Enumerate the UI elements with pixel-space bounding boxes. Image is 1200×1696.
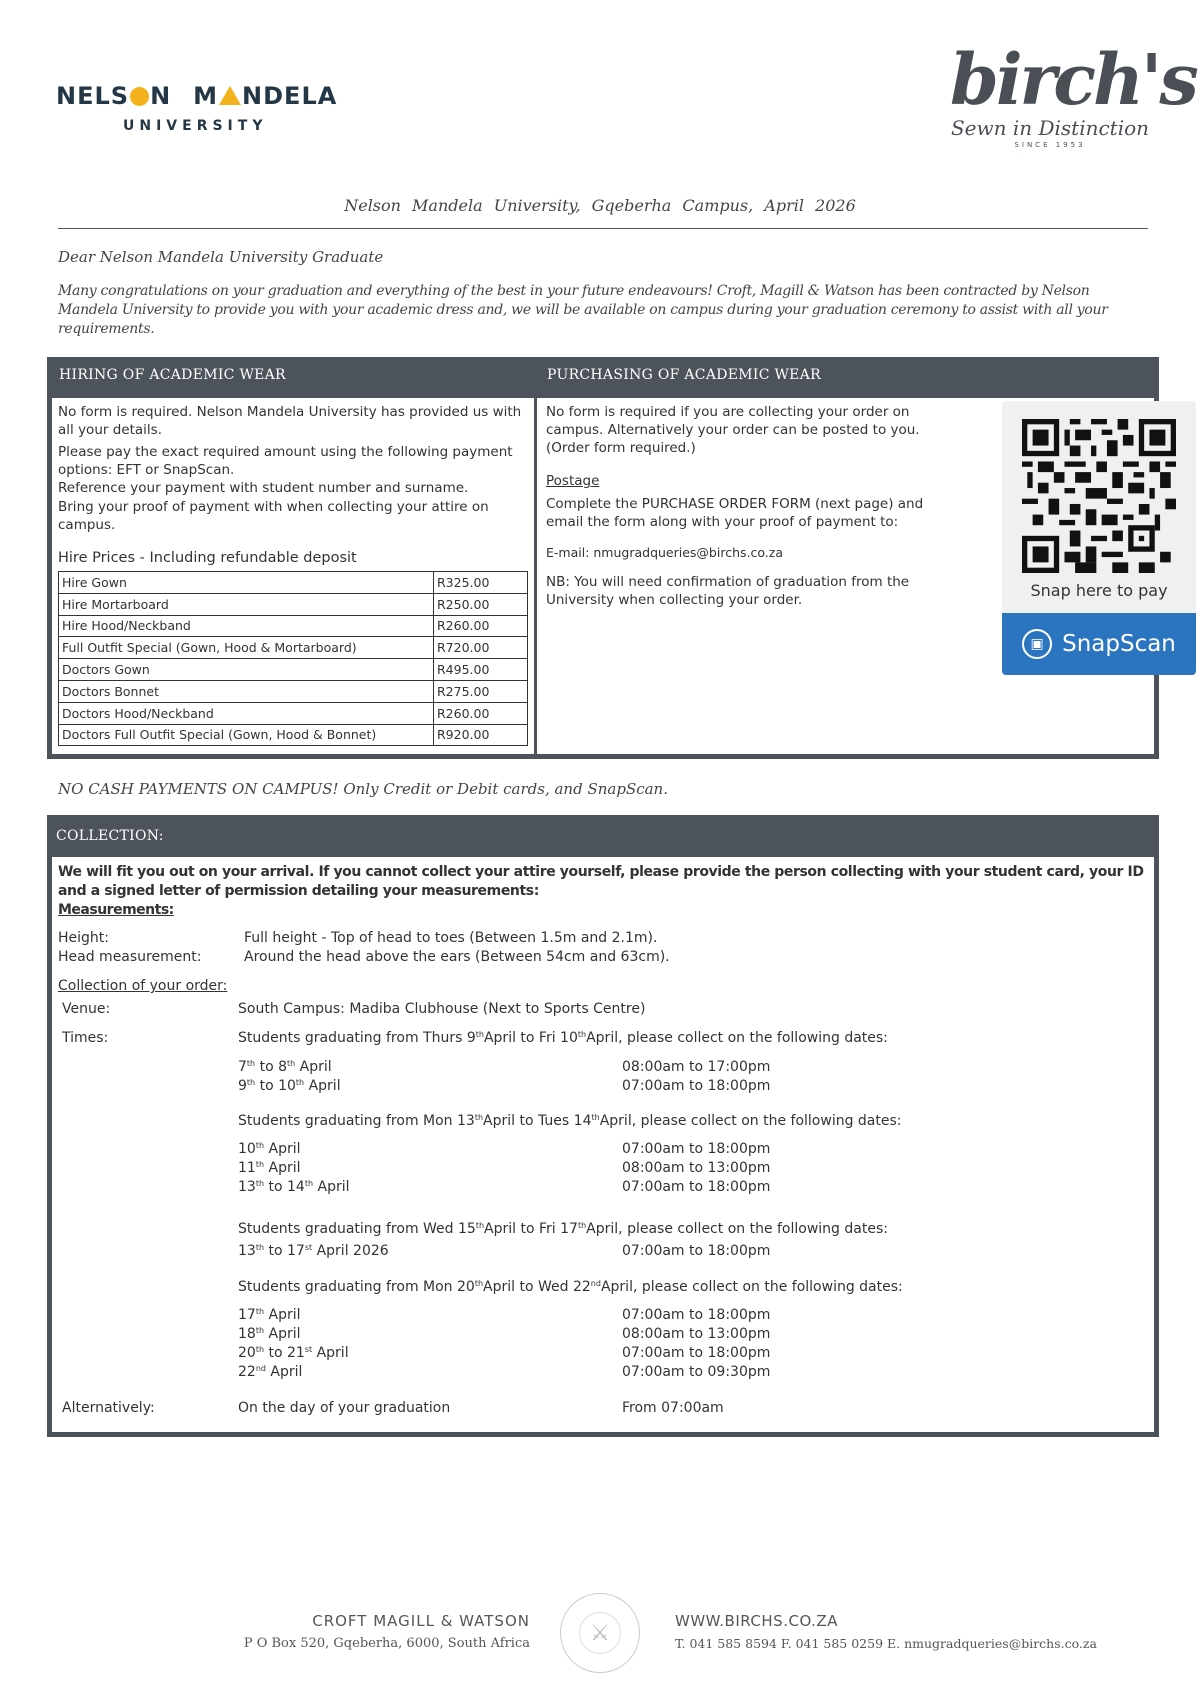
table-row — [59, 637, 528, 659]
hire-paragraph: Reference your payment with student number and surname. — [58, 480, 469, 496]
group-text: April, please collect on the following dates: — [586, 1030, 888, 1046]
snapscan-label: SnapScan — [1062, 631, 1176, 657]
price-item: Doctors Hood/Neckband — [59, 702, 434, 724]
price-item: Doctors Bonnet — [59, 680, 434, 702]
nmu-logo-text-part: NDELA — [242, 82, 338, 110]
date-text: April — [264, 1326, 301, 1342]
collection-date — [238, 1159, 301, 1178]
height-label: Height: — [58, 930, 109, 946]
birchs-logo-tagline: Sewn in Distinction — [950, 116, 1150, 140]
times-label: Times: — [62, 1030, 109, 1046]
date-text: April — [264, 1307, 301, 1323]
date-text: April — [264, 1141, 301, 1157]
price-value: R325.00 — [434, 572, 528, 594]
ordinal-suffix: th — [475, 1030, 484, 1039]
group-text: Students graduating from Wed 15 — [238, 1221, 476, 1237]
footer-address: P O Box 520, Gqeberha, 6000, South Africa — [243, 1636, 530, 1651]
nmu-logo-dot-icon — [130, 87, 149, 106]
table-row — [59, 680, 528, 702]
head-value: Around the head above the ears (Between 54cm and 63cm). — [244, 949, 670, 965]
collection-time: 07:00am to 18:00pm — [622, 1345, 771, 1361]
hire-paragraph: Bring your proof of payment with when collecting your attire on campus. — [58, 499, 489, 533]
ordinal-suffix: th — [591, 1113, 600, 1122]
date-text: 11 — [238, 1160, 256, 1176]
ordinal-suffix: th — [474, 1279, 484, 1288]
group-text: April, please collect on the following dates: — [599, 1113, 902, 1129]
price-item: Hire Hood/Neckband — [59, 615, 434, 637]
nmu-logo-wordmark — [56, 82, 356, 110]
group-text: April to Wed 22 — [483, 1279, 591, 1295]
no-cash-notice: NO CASH PAYMENTS ON CAMPUS! Only Credit or Debit cards, and SnapScan. — [58, 780, 668, 798]
ordinal-suffix: th — [295, 1078, 305, 1087]
company-seal-icon — [560, 1593, 640, 1673]
hire-paragraph: Please pay the exact required amount using the following payment options: EFT or SnapScan. — [58, 444, 513, 478]
collection-time: 07:00am to 18:00pm — [622, 1179, 771, 1195]
ordinal-suffix: th — [255, 1160, 265, 1169]
table-row — [59, 724, 528, 746]
fitting-note: We will fit you out on your arrival. If you cannot collect your attire yourself, please provide the person collecting with your student card, your ID and a signed letter of permission detailing your measurements: — [58, 864, 1144, 899]
ordinal-suffix: th — [255, 1179, 265, 1188]
footer-company-block — [240, 1612, 530, 1651]
table-row — [59, 593, 528, 615]
collection-title: COLLECTION: — [56, 828, 164, 844]
snapscan-button[interactable] — [1002, 613, 1196, 675]
collection-panel — [52, 857, 1154, 1432]
graduation-group-heading — [238, 1029, 888, 1048]
ordinal-suffix: th — [255, 1307, 265, 1316]
hire-paragraph: No form is required. Nelson Mandela University has provided us with all your details. — [58, 404, 522, 438]
salutation: Dear Nelson Mandela University Graduate — [58, 248, 384, 266]
date-text: April 2026 — [312, 1243, 389, 1259]
measurements-heading: Measurements: — [58, 902, 174, 918]
collection-time: 07:00am to 18:00pm — [622, 1307, 771, 1323]
birchs-logo-since: SINCE 1953 — [1014, 141, 1086, 149]
table-row — [59, 702, 528, 724]
price-item: Full Outfit Special (Gown, Hood & Mortarboard) — [59, 637, 434, 659]
ordinal-suffix: th — [255, 1141, 265, 1150]
price-value: R920.00 — [434, 724, 528, 746]
group-text: April to Tues 14 — [483, 1113, 592, 1129]
date-text: April — [295, 1059, 332, 1075]
collection-date — [238, 1077, 341, 1096]
group-text: April, please collect on the following dates: — [600, 1279, 903, 1295]
graduation-group-heading — [238, 1112, 902, 1131]
date-text: April — [265, 1364, 303, 1380]
price-value: R275.00 — [434, 680, 528, 702]
academic-wear-section — [47, 357, 1176, 759]
collection-date — [238, 1242, 389, 1261]
ordinal-suffix: st — [304, 1345, 313, 1354]
collection-date — [238, 1306, 301, 1325]
collection-date — [238, 1058, 332, 1077]
collection-date — [238, 1140, 301, 1159]
footer-contact-details: T. 041 585 8594 F. 041 585 0259 E. nmugradqueries@birchs.co.za — [675, 1636, 1097, 1651]
date-text: to 21 — [264, 1345, 305, 1361]
graduation-group-heading — [238, 1220, 888, 1239]
hire-panel — [52, 398, 534, 754]
venue-value: South Campus: Madiba Clubhouse (Next to Sports Centre) — [238, 1001, 646, 1017]
head-label: Head measurement: — [58, 949, 202, 965]
date-text: 7 — [238, 1059, 247, 1075]
birchs-logo-name: birch's — [950, 38, 1196, 121]
footer-website-link[interactable]: WWW.BIRCHS.CO.ZA — [675, 1612, 838, 1630]
ordinal-suffix: th — [577, 1221, 587, 1230]
date-text: April — [312, 1345, 349, 1361]
date-text: 13 — [238, 1243, 256, 1259]
ordinal-suffix: th — [474, 1113, 484, 1122]
nmu-logo-text-part: M — [193, 82, 219, 110]
alternatively-time: From 07:00am — [622, 1400, 724, 1416]
date-text: 17 — [238, 1307, 256, 1323]
price-item: Hire Mortarboard — [59, 593, 434, 615]
collection-time: 07:00am to 18:00pm — [622, 1243, 771, 1259]
intro-paragraph: Many congratulations on your graduation and everything of the best in your future endeavours! Croft, Magill & Watson has been contracted by Nelson Mandela University to provide you with your academic dress and, we will be available on campus during your graduation ceremony to assist with all your requirements. — [58, 283, 1108, 337]
footer-company-name: CROFT MAGILL & WATSON — [312, 1612, 530, 1630]
date-text: April — [304, 1078, 341, 1094]
collection-time: 08:00am to 13:00pm — [622, 1326, 771, 1342]
collection-time: 07:00am to 18:00pm — [622, 1078, 771, 1094]
header-divider — [58, 228, 1148, 229]
nmu-logo-university: UNIVERSITY — [123, 118, 268, 134]
ordinal-suffix: th — [287, 1059, 296, 1068]
nmu-logo-text-part: N — [150, 82, 172, 110]
purchase-section-title: PURCHASING OF ACADEMIC WEAR — [547, 367, 821, 383]
price-item: Doctors Gown — [59, 659, 434, 681]
height-value: Full height - Top of head to toes (Between 1.5m and 2.1m). — [244, 930, 658, 946]
group-text: April, please collect on the following dates: — [586, 1221, 888, 1237]
ordinal-suffix: nd — [255, 1364, 266, 1373]
venue-label: Venue: — [62, 1001, 111, 1017]
date-text: 22 — [238, 1364, 256, 1380]
ordinal-suffix: th — [255, 1326, 265, 1335]
hire-price-table — [58, 571, 528, 746]
ordinal-suffix: th — [304, 1179, 314, 1188]
group-text: April to Fri 17 — [484, 1221, 578, 1237]
collection-date — [238, 1325, 301, 1344]
hire-prices-title: Hire Prices - Including refundable deposit — [58, 550, 357, 566]
group-text: April to Fri 10 — [483, 1030, 578, 1046]
purchase-panel — [537, 398, 1176, 754]
collection-date — [238, 1178, 350, 1197]
collection-section — [47, 815, 1159, 1437]
date-text: 13 — [238, 1179, 256, 1195]
purchase-email[interactable]: E-mail: nmugradqueries@birchs.co.za — [546, 545, 783, 560]
date-text: 20 — [238, 1345, 256, 1361]
date-text: April — [264, 1160, 301, 1176]
date-text: 10 — [238, 1141, 256, 1157]
date-text: to 10 — [255, 1078, 296, 1094]
price-value: R250.00 — [434, 593, 528, 615]
snapscan-qr-card[interactable] — [1002, 401, 1196, 675]
nelson-mandela-university-logo — [56, 82, 356, 134]
group-text: Students graduating from Thurs 9 — [238, 1030, 476, 1046]
graduation-group-heading — [238, 1278, 903, 1297]
collection-date — [238, 1344, 349, 1363]
hire-section-title: HIRING OF ACADEMIC WEAR — [59, 367, 286, 383]
nmu-logo-text-part: NELS — [56, 82, 130, 110]
date-text: to 8 — [255, 1059, 288, 1075]
collection-time: 08:00am to 13:00pm — [622, 1160, 771, 1176]
ordinal-suffix: th — [577, 1030, 587, 1039]
collection-time: 07:00am to 18:00pm — [622, 1141, 771, 1157]
date-text: 18 — [238, 1326, 256, 1342]
group-text: Students graduating from Mon 20 — [238, 1279, 475, 1295]
seal-emblem-icon: ⚔ — [579, 1612, 621, 1654]
qr-code-icon[interactable] — [1022, 419, 1176, 573]
price-value: R260.00 — [434, 615, 528, 637]
ordinal-suffix: th — [475, 1221, 485, 1230]
collection-date — [238, 1363, 302, 1382]
table-row — [59, 572, 528, 594]
postage-heading: Postage — [546, 473, 600, 489]
purchase-paragraph: Complete the PURCHASE ORDER FORM (next page) and email the form along with your proof of payment to: — [546, 496, 924, 530]
ordinal-suffix: th — [246, 1059, 256, 1068]
date-text: to 14 — [264, 1179, 305, 1195]
price-item: Doctors Full Outfit Special (Gown, Hood & Bonnet) — [59, 724, 434, 746]
date-text: to 17 — [264, 1243, 305, 1259]
group-text: Students graduating from Mon 13 — [238, 1113, 475, 1129]
purchase-paragraph: No form is required if you are collecting your order on campus. Alternatively your order can be posted to you. (Order form required.) — [546, 404, 920, 456]
snapscan-icon: ▣ — [1022, 629, 1052, 659]
table-row — [59, 659, 528, 681]
price-value: R495.00 — [434, 659, 528, 681]
date-text: April — [313, 1179, 350, 1195]
collection-time: 07:00am to 09:30pm — [622, 1364, 771, 1380]
birchs-logo — [950, 38, 1196, 149]
nmu-logo-triangle-icon — [219, 86, 241, 105]
price-value: R720.00 — [434, 637, 528, 659]
alternatively-label: Alternatively: — [62, 1400, 155, 1416]
footer-contact-block — [675, 1612, 1145, 1651]
price-item: Hire Gown — [59, 572, 434, 594]
alternatively-value: On the day of your graduation — [238, 1400, 451, 1416]
ordinal-suffix: th — [255, 1243, 265, 1252]
ordinal-suffix: th — [246, 1078, 256, 1087]
qr-label: Snap here to pay — [1030, 581, 1168, 600]
price-value: R260.00 — [434, 702, 528, 724]
ordinal-suffix: th — [255, 1345, 265, 1354]
campus-date-line: Nelson Mandela University, Gqeberha Campus, April 2026 — [344, 196, 856, 215]
ordinal-suffix: nd — [590, 1279, 601, 1288]
table-row — [59, 615, 528, 637]
purchase-nb-note: NB: You will need confirmation of graduation from the University when collecting your order. — [546, 574, 910, 608]
order-collection-heading: Collection of your order: — [58, 978, 228, 994]
date-text: 9 — [238, 1078, 247, 1094]
ordinal-suffix: st — [304, 1243, 313, 1252]
collection-time: 08:00am to 17:00pm — [622, 1059, 771, 1075]
